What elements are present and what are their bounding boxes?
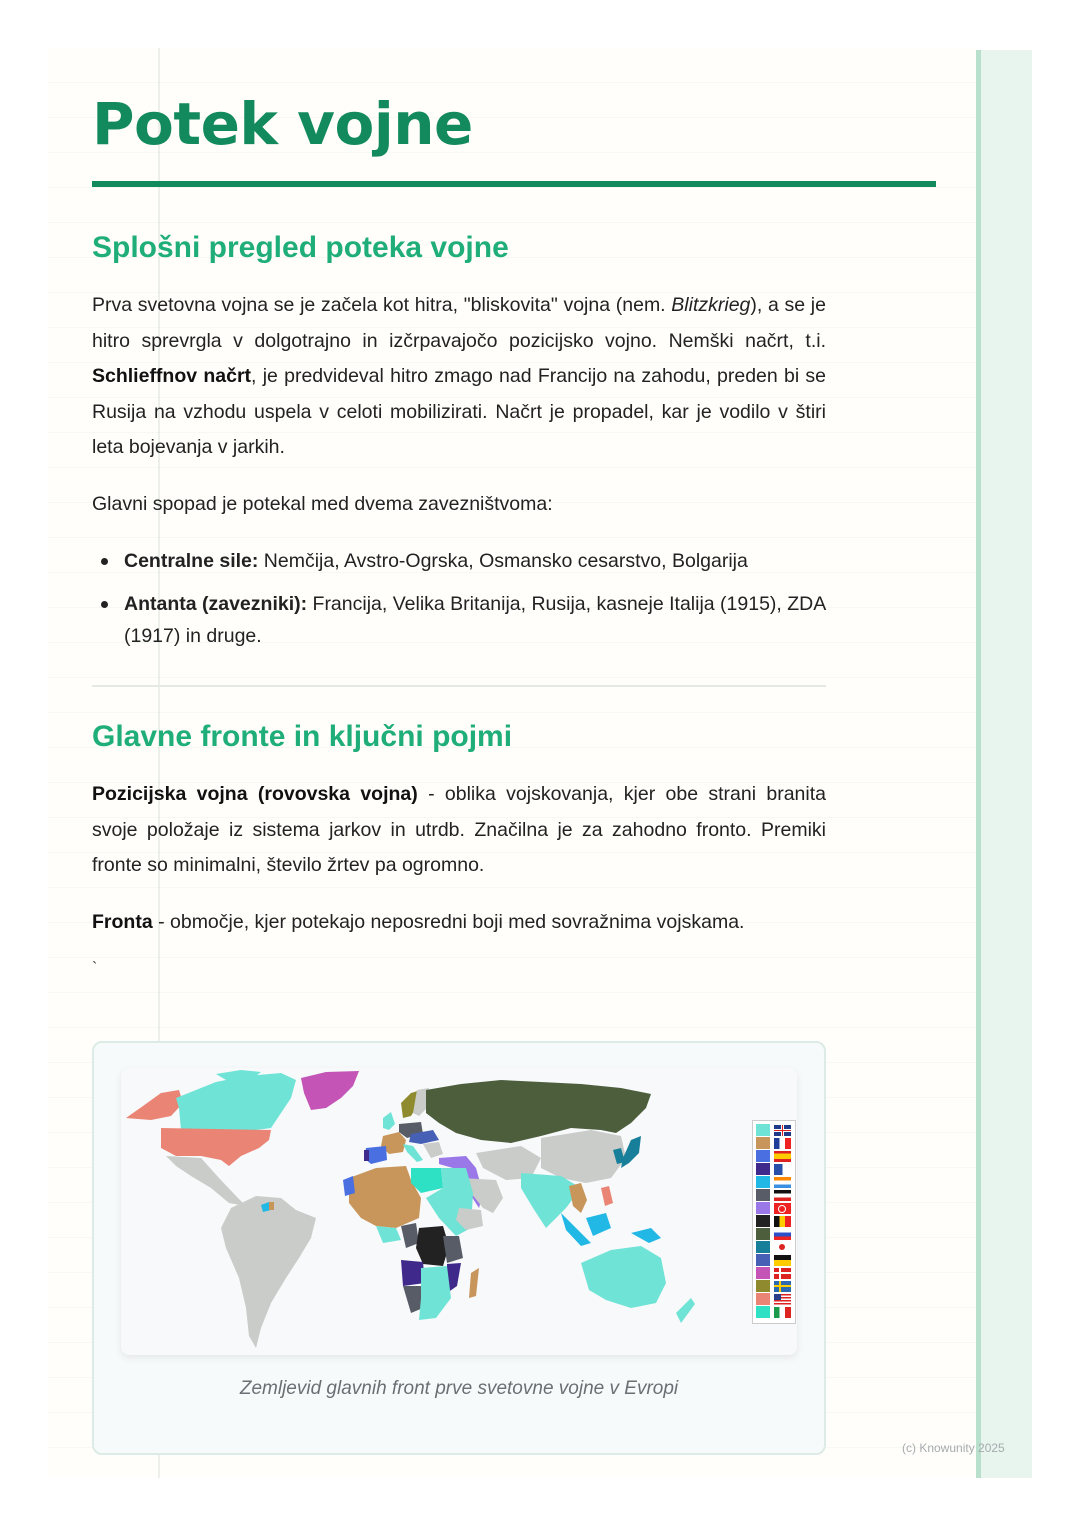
legend-swatch — [756, 1124, 770, 1136]
bullet-icon — [101, 601, 108, 608]
germany-flag-icon — [774, 1190, 791, 1201]
usa-flag-icon — [774, 1294, 791, 1305]
legend-swatch — [756, 1280, 770, 1292]
portugal-flag-icon — [774, 1164, 791, 1175]
list-item-label: Antanta (zavezniki): — [124, 593, 308, 615]
alliances-intro: Glavni spopad je potekal med dvema zavezništvoma: — [92, 493, 553, 515]
legend-swatch — [756, 1137, 770, 1149]
text-run: , je predvideval hitro zmago nad Francijo na zahodu, preden bi se Rusija na vzhodu uspela v celoti mobilizirati. Načrt je propadel, kar je vodilo v štiri leta bojevanja v jarkih. — [92, 365, 826, 458]
map-legend — [752, 1120, 796, 1324]
legend-swatch — [756, 1228, 770, 1240]
term-positional-war — [92, 777, 826, 884]
section-heading-overview: Splošni pregled poteka vojne — [92, 231, 509, 264]
legend-item-united-kingdom — [756, 1124, 792, 1136]
france-flag-icon — [774, 1138, 791, 1149]
blitzkrieg-term: Blitzkrieg — [671, 294, 751, 316]
legend-swatch — [756, 1254, 770, 1266]
italy-flag-icon — [774, 1307, 791, 1318]
legend-item-denmark — [756, 1267, 792, 1279]
title-underline — [92, 181, 936, 187]
legend-swatch — [756, 1189, 770, 1201]
belgium-flag-icon — [774, 1216, 791, 1227]
world-map-image — [121, 1068, 797, 1355]
text-run: ), a se je hitro sprevrgla v dolgotrajno in izčrpavajočo pozicijsko vojno. Nemški načrt, t.i. — [92, 294, 826, 352]
list-item-label: Centralne sile: — [124, 550, 259, 572]
bullet-icon — [101, 558, 108, 565]
list-item-text: Nemčija, Avstro-Ogrska, Osmansko cesarstvo, Bolgarija — [258, 550, 748, 572]
list-item-text: Francija, Velika Britanija, Rusija, kasneje Italija (1915), ZDA (1917) in druge. — [124, 593, 826, 647]
legend-item-united-states — [756, 1293, 792, 1305]
legend-swatch — [756, 1176, 770, 1188]
legend-item-belgium — [756, 1215, 792, 1227]
netherlands-flag-icon — [774, 1177, 791, 1188]
legend-swatch — [756, 1150, 770, 1162]
legend-swatch — [756, 1215, 770, 1227]
copyright-footer: (c) Knowunity 2025 — [902, 1441, 1005, 1455]
legend-item-netherlands — [756, 1176, 792, 1188]
schlieffen-plan-term: Schlieffnov načrt — [92, 365, 252, 387]
legend-item-france — [756, 1137, 792, 1149]
section-divider — [92, 685, 826, 687]
denmark-flag-icon — [774, 1268, 791, 1279]
legend-item-austria-hungary — [756, 1254, 792, 1266]
overview-paragraph — [92, 288, 826, 466]
austria-hungary-flag-icon — [774, 1255, 791, 1266]
side-strip-edge — [976, 50, 981, 1478]
legend-swatch — [756, 1163, 770, 1175]
legend-swatch — [756, 1306, 770, 1318]
legend-item-portugal — [756, 1163, 792, 1175]
section-heading-fronts: Glavne fronte in ključni pojmi — [92, 720, 513, 753]
legend-item-ottoman-empire — [756, 1202, 792, 1214]
legend-swatch — [756, 1241, 770, 1253]
ottoman-flag-icon — [774, 1203, 791, 1214]
legend-item-russia — [756, 1228, 792, 1240]
term-definition: - oblika vojskovanja, kjer obe strani branita svoje položaje iz sistema jarkov in utrdb. Značilna je za zahodno fronto. Premiki fronte so minimalni, število žrtev pa ogromno. — [92, 783, 826, 876]
legend-item-sweden-norway — [756, 1280, 792, 1292]
page-title: Potek vojne — [92, 90, 473, 158]
japan-flag-icon — [774, 1242, 791, 1253]
spain-flag-icon — [774, 1151, 791, 1162]
term-front — [92, 905, 826, 941]
legend-item-japan — [756, 1241, 792, 1253]
uk-flag-icon — [774, 1125, 791, 1136]
sweden-flag-icon — [774, 1281, 791, 1292]
legend-swatch — [756, 1267, 770, 1279]
term-label: Pozicijska vojna (rovovska vojna) — [92, 783, 418, 805]
world-map-graphic — [121, 1068, 797, 1355]
legend-swatch — [756, 1293, 770, 1305]
side-strip — [976, 50, 1032, 1478]
stray-mark: ` — [92, 960, 98, 977]
legend-swatch — [756, 1202, 770, 1214]
list-item-central-powers — [92, 545, 826, 577]
term-label: Fronta — [92, 911, 153, 933]
alliances-list — [92, 545, 826, 663]
term-definition: - območje, kjer potekajo neposredni boji med sovražnima vojskama. — [152, 911, 745, 933]
text-run: Prva svetovna vojna se je začela kot hitra, "bliskovita" vojna (nem. — [92, 294, 672, 316]
legend-item-spain — [756, 1150, 792, 1162]
figure-caption: Zemljevid glavnih front prve svetovne vojne v Evropi — [239, 1378, 679, 1399]
russia-flag-icon — [774, 1229, 791, 1240]
list-item-entente — [92, 588, 826, 652]
legend-item-germany — [756, 1189, 792, 1201]
legend-item-italy — [756, 1306, 792, 1318]
